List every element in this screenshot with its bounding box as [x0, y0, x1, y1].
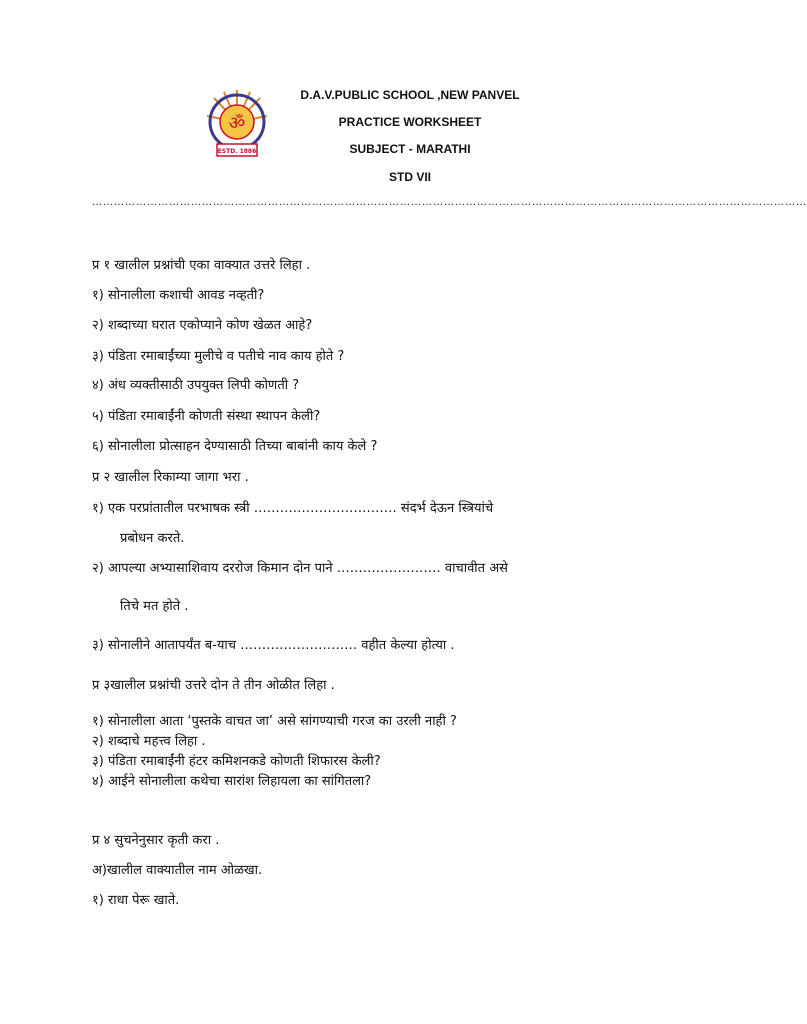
question-4-heading: प्र ४ सुचनेनुसार कृती करा .: [92, 833, 220, 848]
question-line: १) सोनालीला आता ‘पुस्तके वाचत जा’ असे सांगण्याची गरज का उरली नाही ?: [92, 714, 457, 729]
question-line: ५) पंडिता रमाबाईंनी कोणती संस्था स्थापन केली?: [92, 409, 321, 424]
separator-line: ……………………………………………………………………………………………………………………………………………………………………………: [92, 197, 807, 208]
fill-blank-line: ३) सोनालीने आतापर्यंत ब-याच ……………………… वहीत केल्या होत्या .: [92, 638, 455, 653]
question-line: ३) पंडिता रमाबाईंनी हंटर कमिशनकडे कोणती शिफारस केली?: [92, 754, 381, 769]
standard-line: STD VII: [388, 170, 431, 184]
question-3-heading: प्र ३खालील प्रश्नांची उत्तरे दोन ते तीन ओळीत लिहा .: [92, 678, 335, 693]
worksheet-title: PRACTICE WORKSHEET: [338, 115, 482, 129]
question-2-heading: प्र २ खालील रिकाम्या जागा भरा .: [92, 470, 249, 485]
school-logo: [204, 86, 270, 168]
question-1-heading: प्र १ खालील प्रश्नांची एका वाक्यात उत्तरे लिहा .: [92, 258, 311, 273]
fill-blank-continuation: तिचे मत होते .: [120, 599, 189, 614]
sub-instruction: अ)खालील वाक्यातील नाम ओळखा.: [92, 863, 263, 878]
question-line: १) सोनालीला कशाची आवड नव्हती?: [92, 288, 265, 303]
question-line: २) शब्दाच्या घरात एकोप्याने कोण खेळत आहे?: [92, 318, 313, 333]
fill-blank-continuation: प्रबोधन करते.: [120, 531, 185, 546]
question-line: २) शब्दाचे महत्त्व लिहा .: [92, 734, 206, 749]
subject-line: SUBJECT - MARATHI: [349, 142, 471, 156]
fill-blank-line: १) एक परप्रांतातील परभाषक स्त्री …………………………… संदर्भ देऊन स्त्रियांचे: [92, 501, 494, 516]
logo-year: ESTD. 1886: [217, 148, 257, 155]
question-line: ६) सोनालीला प्रोत्साहन देण्यासाठी तिच्या बाबांनी काय केले ?: [92, 439, 378, 454]
question-line: ३) पंडिता रमाबाईंच्या मुलीचे व पतीचे नाव काय होते ?: [92, 349, 345, 364]
question-line: ४) आईने सोनालीला कथेचा सारांश लिहायला का सांगितला?: [92, 774, 372, 789]
logo-symbol: ॐ: [228, 113, 246, 134]
school-name: D.A.V.PUBLIC SCHOOL ,NEW PANVEL: [300, 88, 520, 102]
fill-blank-line: २) आपल्या अभ्यासाशिवाय दररोज किमान दोन पाने …………………… वाचावीत असे: [92, 561, 508, 576]
question-line: १) राधा पेरू खाते.: [92, 893, 180, 908]
question-line: ४) अंध व्यक्तीसाठी उपयुक्त लिपी कोणती ?: [92, 378, 300, 393]
